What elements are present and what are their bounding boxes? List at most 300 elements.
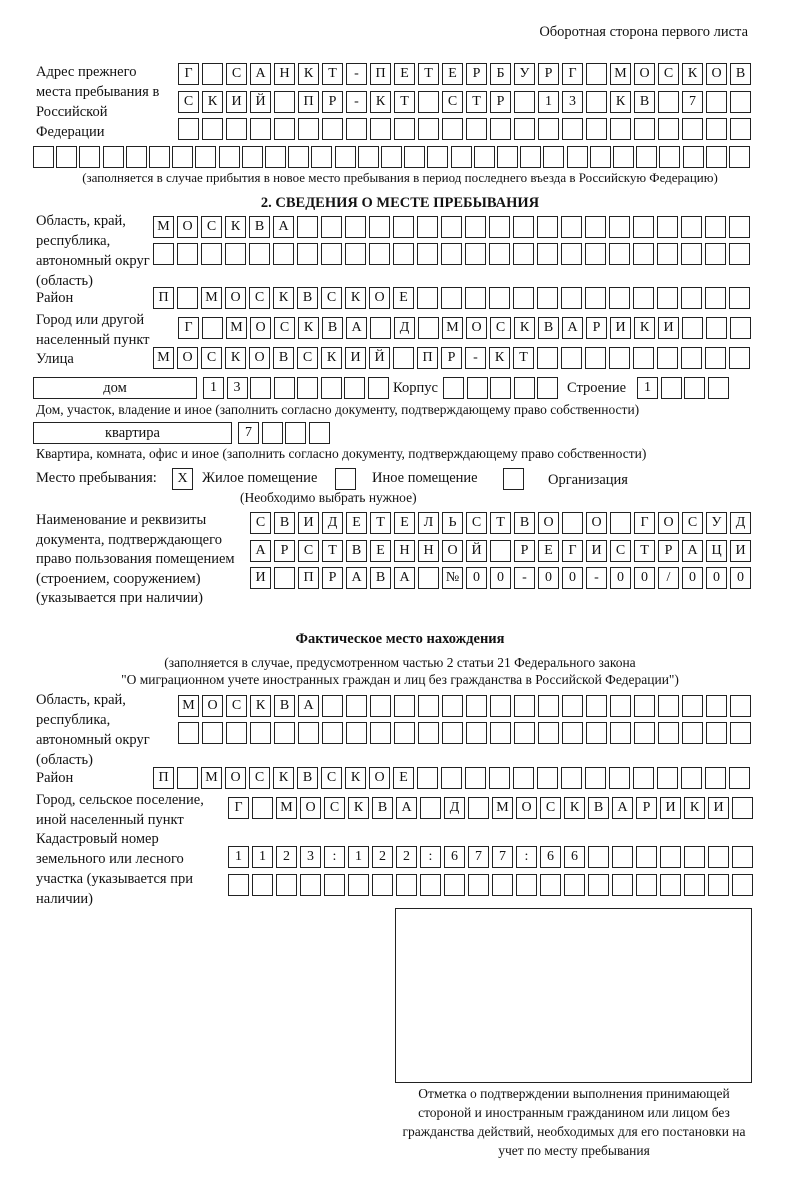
char-cell[interactable]: Д (444, 797, 465, 819)
char-cell[interactable]: В (274, 695, 295, 717)
char-cell[interactable] (657, 243, 678, 265)
char-cell[interactable] (441, 243, 462, 265)
char-cell[interactable]: 1 (348, 846, 369, 868)
char-cell[interactable]: И (586, 540, 607, 562)
char-cell[interactable]: Д (394, 317, 415, 339)
char-cell[interactable]: К (225, 216, 246, 238)
char-cell[interactable]: К (225, 347, 246, 369)
char-cell[interactable]: М (201, 287, 222, 309)
char-cell[interactable]: 3 (300, 846, 321, 868)
char-cell[interactable] (394, 722, 415, 744)
char-cell[interactable] (427, 146, 448, 168)
char-cell[interactable]: П (153, 287, 174, 309)
char-cell[interactable] (585, 287, 606, 309)
char-cell[interactable] (404, 146, 425, 168)
char-cell[interactable] (467, 377, 488, 399)
char-cell[interactable]: Е (393, 767, 414, 789)
char-cell[interactable] (202, 63, 223, 85)
char-cell[interactable] (538, 118, 559, 140)
char-cell[interactable] (658, 91, 679, 113)
char-cell[interactable] (708, 874, 729, 896)
char-cell[interactable] (489, 216, 510, 238)
char-cell[interactable]: Р (490, 91, 511, 113)
char-cell[interactable] (177, 287, 198, 309)
char-cell[interactable] (706, 91, 727, 113)
char-cell[interactable] (537, 287, 558, 309)
char-cell[interactable]: К (345, 767, 366, 789)
char-cell[interactable] (442, 722, 463, 744)
char-cell[interactable]: И (250, 567, 271, 589)
char-cell[interactable] (540, 874, 561, 896)
char-cell[interactable]: А (273, 216, 294, 238)
char-cell[interactable] (242, 146, 263, 168)
char-cell[interactable] (465, 216, 486, 238)
char-cell[interactable]: С (226, 695, 247, 717)
char-cell[interactable] (562, 512, 583, 534)
char-cell[interactable]: О (202, 695, 223, 717)
char-cell[interactable] (348, 874, 369, 896)
char-cell[interactable] (345, 243, 366, 265)
char-cell[interactable] (441, 767, 462, 789)
char-cell[interactable]: А (346, 567, 367, 589)
char-cell[interactable] (177, 243, 198, 265)
char-cell[interactable]: С (178, 91, 199, 113)
char-cell[interactable] (564, 874, 585, 896)
char-cell[interactable] (657, 347, 678, 369)
char-cell[interactable] (370, 695, 391, 717)
char-cell[interactable] (730, 91, 751, 113)
char-cell[interactable]: С (201, 347, 222, 369)
char-cell[interactable] (33, 146, 54, 168)
char-cell[interactable] (681, 243, 702, 265)
char-cell[interactable]: С (249, 287, 270, 309)
char-cell[interactable]: 1 (637, 377, 658, 399)
char-cell[interactable]: Р (586, 317, 607, 339)
char-cell[interactable]: С (298, 540, 319, 562)
char-cell[interactable] (418, 91, 439, 113)
char-cell[interactable]: Н (418, 540, 439, 562)
char-cell[interactable]: С (490, 317, 511, 339)
char-cell[interactable] (730, 722, 751, 744)
char-cell[interactable] (417, 243, 438, 265)
char-cell[interactable]: А (682, 540, 703, 562)
char-cell[interactable]: С (466, 512, 487, 534)
char-cell[interactable] (538, 722, 559, 744)
char-cell[interactable]: 0 (730, 567, 751, 589)
char-cell[interactable] (514, 695, 535, 717)
char-cell[interactable]: Р (441, 347, 462, 369)
char-cell[interactable] (684, 874, 705, 896)
char-cell[interactable]: С (249, 767, 270, 789)
char-cell[interactable] (520, 146, 541, 168)
char-cell[interactable] (322, 118, 343, 140)
char-cell[interactable]: 7 (468, 846, 489, 868)
char-cell[interactable]: С (442, 91, 463, 113)
char-cell[interactable] (346, 118, 367, 140)
char-cell[interactable]: Р (538, 63, 559, 85)
char-cell[interactable] (514, 377, 535, 399)
char-cell[interactable] (393, 347, 414, 369)
char-cell[interactable]: 1 (252, 846, 273, 868)
char-cell[interactable] (634, 722, 655, 744)
char-cell[interactable]: Р (636, 797, 657, 819)
char-cell[interactable]: С (297, 347, 318, 369)
char-cell[interactable]: - (346, 91, 367, 113)
char-cell[interactable] (418, 317, 439, 339)
char-cell[interactable] (609, 216, 630, 238)
char-cell[interactable] (588, 874, 609, 896)
char-cell[interactable]: О (250, 317, 271, 339)
char-cell[interactable] (537, 243, 558, 265)
char-cell[interactable]: 0 (466, 567, 487, 589)
char-cell[interactable] (252, 797, 273, 819)
char-cell[interactable] (729, 287, 750, 309)
char-cell[interactable] (444, 874, 465, 896)
char-cell[interactable] (705, 767, 726, 789)
char-cell[interactable]: С (226, 63, 247, 85)
stay-checkbox-other[interactable] (335, 468, 356, 490)
char-cell[interactable] (543, 146, 564, 168)
char-cell[interactable]: Т (634, 540, 655, 562)
char-cell[interactable] (633, 767, 654, 789)
char-cell[interactable] (202, 118, 223, 140)
char-cell[interactable] (393, 243, 414, 265)
char-cell[interactable] (513, 287, 534, 309)
char-cell[interactable] (658, 722, 679, 744)
char-cell[interactable] (489, 287, 510, 309)
char-cell[interactable] (513, 767, 534, 789)
char-cell[interactable] (346, 722, 367, 744)
char-cell[interactable]: Р (322, 567, 343, 589)
house-type-field[interactable]: дом (33, 377, 197, 399)
char-cell[interactable] (681, 216, 702, 238)
char-cell[interactable]: А (562, 317, 583, 339)
char-cell[interactable]: В (322, 317, 343, 339)
char-cell[interactable] (381, 146, 402, 168)
char-cell[interactable] (489, 243, 510, 265)
char-cell[interactable]: С (540, 797, 561, 819)
char-cell[interactable]: К (684, 797, 705, 819)
char-cell[interactable] (705, 243, 726, 265)
char-cell[interactable] (586, 118, 607, 140)
char-cell[interactable] (708, 846, 729, 868)
char-cell[interactable] (443, 377, 464, 399)
char-cell[interactable]: 0 (706, 567, 727, 589)
char-cell[interactable] (172, 146, 193, 168)
char-cell[interactable] (610, 118, 631, 140)
char-cell[interactable] (252, 874, 273, 896)
char-cell[interactable]: А (298, 695, 319, 717)
char-cell[interactable] (732, 874, 753, 896)
char-cell[interactable] (708, 377, 729, 399)
char-cell[interactable] (561, 347, 582, 369)
char-cell[interactable] (249, 243, 270, 265)
char-cell[interactable] (149, 146, 170, 168)
char-cell[interactable]: В (588, 797, 609, 819)
char-cell[interactable] (451, 146, 472, 168)
char-cell[interactable]: А (394, 567, 415, 589)
char-cell[interactable] (274, 377, 295, 399)
char-cell[interactable] (276, 874, 297, 896)
char-cell[interactable]: Л (418, 512, 439, 534)
char-cell[interactable]: В (249, 216, 270, 238)
char-cell[interactable] (324, 874, 345, 896)
char-cell[interactable] (705, 287, 726, 309)
char-cell[interactable]: К (345, 287, 366, 309)
char-cell[interactable] (288, 146, 309, 168)
char-cell[interactable] (497, 146, 518, 168)
char-cell[interactable] (658, 118, 679, 140)
char-cell[interactable]: С (274, 317, 295, 339)
char-cell[interactable] (661, 377, 682, 399)
char-cell[interactable]: М (153, 216, 174, 238)
char-cell[interactable]: И (658, 317, 679, 339)
stay-checkbox-residential[interactable]: X (172, 468, 193, 490)
char-cell[interactable] (681, 767, 702, 789)
char-cell[interactable] (219, 146, 240, 168)
char-cell[interactable] (633, 287, 654, 309)
char-cell[interactable]: - (465, 347, 486, 369)
char-cell[interactable] (394, 695, 415, 717)
char-cell[interactable] (729, 767, 750, 789)
char-cell[interactable] (729, 347, 750, 369)
char-cell[interactable]: 7 (682, 91, 703, 113)
char-cell[interactable] (466, 118, 487, 140)
char-cell[interactable] (417, 287, 438, 309)
char-cell[interactable]: - (346, 63, 367, 85)
char-cell[interactable] (660, 846, 681, 868)
char-cell[interactable] (370, 118, 391, 140)
char-cell[interactable] (681, 347, 702, 369)
char-cell[interactable] (321, 377, 342, 399)
char-cell[interactable]: К (682, 63, 703, 85)
char-cell[interactable]: К (370, 91, 391, 113)
char-cell[interactable]: 7 (238, 422, 259, 444)
char-cell[interactable]: В (372, 797, 393, 819)
char-cell[interactable] (225, 243, 246, 265)
char-cell[interactable] (250, 377, 271, 399)
char-cell[interactable] (561, 216, 582, 238)
char-cell[interactable] (586, 695, 607, 717)
char-cell[interactable]: В (273, 347, 294, 369)
char-cell[interactable]: 3 (227, 377, 248, 399)
char-cell[interactable] (274, 567, 295, 589)
char-cell[interactable]: К (348, 797, 369, 819)
char-cell[interactable]: М (201, 767, 222, 789)
char-cell[interactable] (441, 287, 462, 309)
char-cell[interactable] (636, 146, 657, 168)
char-cell[interactable]: С (610, 540, 631, 562)
char-cell[interactable]: К (250, 695, 271, 717)
char-cell[interactable]: С (321, 767, 342, 789)
char-cell[interactable] (226, 118, 247, 140)
char-cell[interactable] (562, 722, 583, 744)
char-cell[interactable]: М (226, 317, 247, 339)
char-cell[interactable] (489, 767, 510, 789)
char-cell[interactable]: Г (562, 63, 583, 85)
char-cell[interactable]: 6 (564, 846, 585, 868)
apt-type-field[interactable]: квартира (33, 422, 232, 444)
char-cell[interactable] (465, 287, 486, 309)
char-cell[interactable]: О (586, 512, 607, 534)
char-cell[interactable]: И (610, 317, 631, 339)
char-cell[interactable]: 0 (634, 567, 655, 589)
char-cell[interactable]: К (273, 767, 294, 789)
char-cell[interactable]: Е (394, 63, 415, 85)
char-cell[interactable] (636, 846, 657, 868)
char-cell[interactable] (561, 287, 582, 309)
char-cell[interactable]: Р (322, 91, 343, 113)
char-cell[interactable] (516, 874, 537, 896)
char-cell[interactable]: В (274, 512, 295, 534)
char-cell[interactable] (153, 243, 174, 265)
char-cell[interactable] (274, 722, 295, 744)
char-cell[interactable]: 0 (490, 567, 511, 589)
char-cell[interactable] (297, 216, 318, 238)
char-cell[interactable]: О (634, 63, 655, 85)
char-cell[interactable]: В (346, 540, 367, 562)
char-cell[interactable]: М (610, 63, 631, 85)
char-cell[interactable] (321, 216, 342, 238)
char-cell[interactable]: Т (466, 91, 487, 113)
char-cell[interactable] (514, 91, 535, 113)
char-cell[interactable]: В (634, 91, 655, 113)
char-cell[interactable] (465, 243, 486, 265)
char-cell[interactable] (590, 146, 611, 168)
char-cell[interactable] (684, 846, 705, 868)
char-cell[interactable] (250, 118, 271, 140)
char-cell[interactable]: Т (490, 512, 511, 534)
char-cell[interactable]: С (250, 512, 271, 534)
char-cell[interactable] (729, 146, 750, 168)
char-cell[interactable]: 1 (228, 846, 249, 868)
char-cell[interactable]: К (564, 797, 585, 819)
char-cell[interactable]: О (466, 317, 487, 339)
char-cell[interactable] (369, 243, 390, 265)
char-cell[interactable]: Д (322, 512, 343, 534)
char-cell[interactable] (657, 216, 678, 238)
char-cell[interactable]: Г (562, 540, 583, 562)
char-cell[interactable] (298, 722, 319, 744)
char-cell[interactable]: П (153, 767, 174, 789)
char-cell[interactable] (262, 422, 283, 444)
char-cell[interactable] (609, 767, 630, 789)
char-cell[interactable]: Е (442, 63, 463, 85)
char-cell[interactable] (418, 695, 439, 717)
char-cell[interactable]: О (516, 797, 537, 819)
char-cell[interactable] (369, 216, 390, 238)
char-cell[interactable] (178, 722, 199, 744)
char-cell[interactable]: 1 (203, 377, 224, 399)
char-cell[interactable] (466, 695, 487, 717)
char-cell[interactable]: Г (634, 512, 655, 534)
char-cell[interactable]: Й (369, 347, 390, 369)
char-cell[interactable] (466, 722, 487, 744)
char-cell[interactable]: О (442, 540, 463, 562)
char-cell[interactable] (178, 118, 199, 140)
char-cell[interactable] (396, 874, 417, 896)
char-cell[interactable]: К (273, 287, 294, 309)
char-cell[interactable]: К (634, 317, 655, 339)
char-cell[interactable]: С (324, 797, 345, 819)
char-cell[interactable] (585, 347, 606, 369)
char-cell[interactable] (226, 722, 247, 744)
char-cell[interactable] (585, 243, 606, 265)
char-cell[interactable]: - (586, 567, 607, 589)
char-cell[interactable] (490, 118, 511, 140)
char-cell[interactable]: 0 (610, 567, 631, 589)
char-cell[interactable] (372, 874, 393, 896)
char-cell[interactable]: А (396, 797, 417, 819)
char-cell[interactable]: И (730, 540, 751, 562)
char-cell[interactable]: И (226, 91, 247, 113)
char-cell[interactable]: О (177, 216, 198, 238)
char-cell[interactable]: Й (466, 540, 487, 562)
char-cell[interactable] (492, 874, 513, 896)
char-cell[interactable] (682, 695, 703, 717)
char-cell[interactable] (309, 422, 330, 444)
char-cell[interactable] (513, 243, 534, 265)
char-cell[interactable]: А (250, 63, 271, 85)
char-cell[interactable]: Г (228, 797, 249, 819)
char-cell[interactable]: У (514, 63, 535, 85)
char-cell[interactable]: А (250, 540, 271, 562)
char-cell[interactable] (368, 377, 389, 399)
char-cell[interactable] (195, 146, 216, 168)
char-cell[interactable] (729, 243, 750, 265)
char-cell[interactable] (586, 91, 607, 113)
char-cell[interactable]: М (276, 797, 297, 819)
char-cell[interactable] (609, 347, 630, 369)
char-cell[interactable] (441, 216, 462, 238)
char-cell[interactable] (705, 216, 726, 238)
char-cell[interactable] (730, 695, 751, 717)
char-cell[interactable] (417, 767, 438, 789)
char-cell[interactable]: М (442, 317, 463, 339)
char-cell[interactable] (706, 722, 727, 744)
char-cell[interactable]: Б (490, 63, 511, 85)
char-cell[interactable]: Р (658, 540, 679, 562)
char-cell[interactable] (273, 243, 294, 265)
char-cell[interactable] (706, 317, 727, 339)
char-cell[interactable]: 0 (682, 567, 703, 589)
char-cell[interactable] (126, 146, 147, 168)
char-cell[interactable] (660, 874, 681, 896)
char-cell[interactable] (610, 695, 631, 717)
char-cell[interactable] (274, 118, 295, 140)
char-cell[interactable] (681, 287, 702, 309)
char-cell[interactable]: А (612, 797, 633, 819)
char-cell[interactable] (585, 767, 606, 789)
char-cell[interactable] (335, 146, 356, 168)
char-cell[interactable]: № (442, 567, 463, 589)
char-cell[interactable]: С (321, 287, 342, 309)
char-cell[interactable]: В (297, 287, 318, 309)
char-cell[interactable] (588, 846, 609, 868)
char-cell[interactable]: Т (370, 512, 391, 534)
char-cell[interactable]: О (225, 287, 246, 309)
char-cell[interactable] (586, 722, 607, 744)
char-cell[interactable]: Т (322, 63, 343, 85)
char-cell[interactable]: : (324, 846, 345, 868)
char-cell[interactable] (537, 377, 558, 399)
char-cell[interactable]: М (492, 797, 513, 819)
char-cell[interactable] (633, 243, 654, 265)
char-cell[interactable]: П (298, 91, 319, 113)
char-cell[interactable]: К (489, 347, 510, 369)
char-cell[interactable]: 2 (276, 846, 297, 868)
char-cell[interactable]: К (298, 317, 319, 339)
